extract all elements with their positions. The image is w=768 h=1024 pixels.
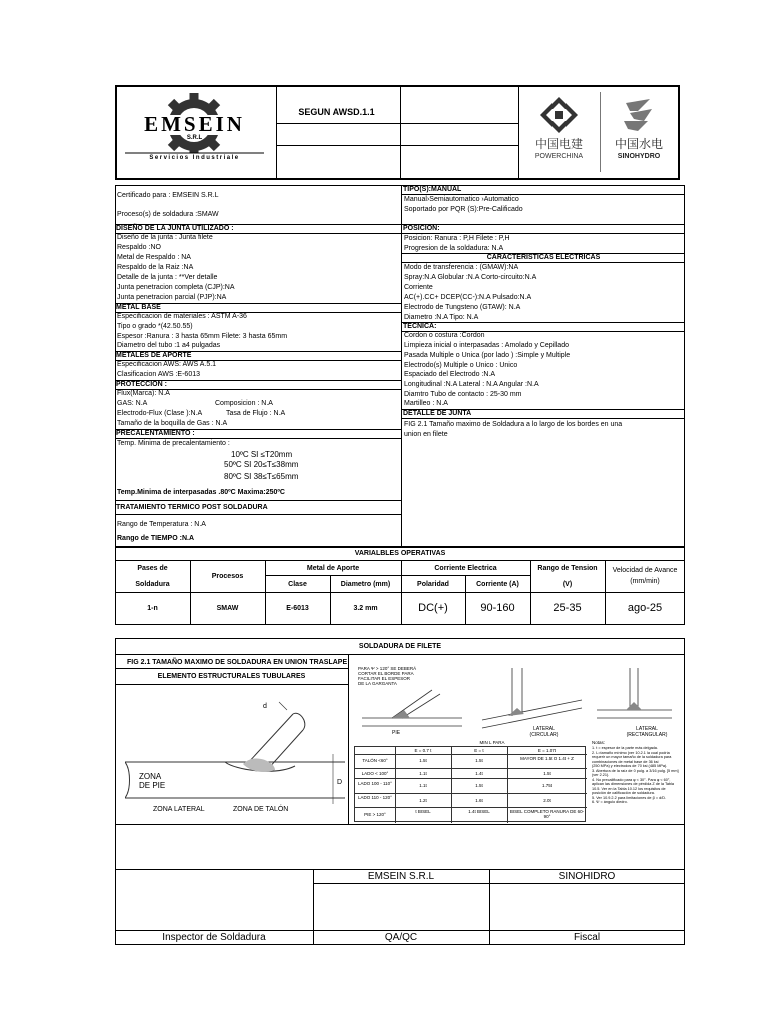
h-velocidad-u: (mm/min) <box>630 578 660 585</box>
tbl-cell: 1.1t <box>419 771 427 776</box>
diseno-line: Metal de Respaldo : NA <box>117 254 191 261</box>
tbl-cell: PIE > 120° <box>364 812 386 817</box>
tbl-hdr: E = 1.07t <box>537 748 557 753</box>
tecnica-title: TECNICA: <box>402 322 684 332</box>
emsein-logo <box>122 89 267 171</box>
precal-line: 50ºC SI 20≤T≤38mm <box>224 460 299 469</box>
tbl-cell: 2.0t <box>543 798 551 803</box>
metal-base-line: Tipo o grado *(42.50.55) <box>117 323 193 330</box>
elec-line: Electrodo de Tungsteno (GTAW): N.A <box>404 304 521 311</box>
h-clase: Clase <box>288 581 307 588</box>
lbl-pie: PIE <box>392 730 401 736</box>
tbl-cell: 1.5t <box>475 783 483 788</box>
tbl-cell: LADO 110 - 120° <box>358 795 392 800</box>
sub-title: ELEMENTO ESTRUCTURALES TUBULARES <box>157 673 306 680</box>
tecnica-line: Limpieza inicial o interpasadas : Amolado y Cepillado <box>404 342 569 349</box>
sinohydro-en: SINOHYDRO <box>617 153 661 160</box>
elec-line: AC(+).CC+ DCEP(CC-):N.A Pulsado:N.A <box>404 294 532 301</box>
elec-line: Corriente <box>404 284 433 291</box>
gas: GAS: N.A <box>117 400 148 407</box>
tbl-cell: 1.4t <box>475 771 483 776</box>
tbl-cell: BISEL COMPLETO RANURA DE 60-90° <box>509 809 585 819</box>
row-proceso: SMAW <box>216 605 239 612</box>
tbl-cell: 1.4t BISEL <box>468 809 490 814</box>
tecnica-line: Espaciado del Electrodo :N.A <box>404 371 496 378</box>
sinohydro-logo <box>604 95 674 167</box>
sig-role-qaqc: QA/QC <box>384 932 418 943</box>
tecnica-line: Longitudinal :N.A Lateral : N.A Angular :N.A <box>404 381 539 388</box>
h-metal: Metal de Aporte <box>306 565 360 572</box>
aporte-title: METALES DE APORTE <box>115 351 401 361</box>
diseno-line: Respaldo de la Raiz :NA <box>117 264 194 271</box>
tbl-cell: t BISEL <box>415 809 431 814</box>
lbl-lateral-circular: LATERAL (CIRCULAR) <box>529 726 559 738</box>
tbl-cell: 1.5t <box>475 758 483 763</box>
logo-srl: S.R.L <box>186 135 203 141</box>
tbl-cell: 1.6t <box>475 798 483 803</box>
tbl-cell: 1.2t <box>419 798 427 803</box>
tbl-hdr: E = t <box>474 748 484 753</box>
sig-org2: SINOHIDRO <box>558 871 616 882</box>
diseno-line: Junta penetracion completa (CJP):NA <box>117 284 235 291</box>
filete-title: SOLDADURA DE FILETE <box>358 643 442 650</box>
posicion-line: Posicion: Ranura : P,H Filete : P,H <box>404 235 510 242</box>
notes-title: Notas: <box>592 740 606 745</box>
proceso-soldadura: Proceso(s) de soldadura :SMAW <box>117 211 219 218</box>
interpasadas: Temp.Minima de interpasadas .80ºC Maxima:250ºC <box>117 489 285 496</box>
joint-detail-figure <box>352 660 682 824</box>
standard-title: SEGUN AWSD.1.1 <box>298 107 375 117</box>
tipo-line: Soportado por PQR (S):Pre-Calificado <box>404 206 523 213</box>
precal-line: 80ºC SI 38≤T≤65mm <box>224 472 299 481</box>
lbl-d: d <box>263 703 267 710</box>
tbl-cell: 1.5t <box>543 771 551 776</box>
diseno-title: DISEÑO DE LA JUNTA UTILIZADO : <box>115 224 401 234</box>
metal-base-line: Especificacion de materiales : ASTM A-36 <box>117 313 247 320</box>
sig-org1: EMSEIN S.R.L <box>367 871 435 882</box>
rango-tiempo: Rango de TIEMPO :N.A <box>117 535 194 542</box>
tbl-cell: 1.75t <box>541 783 552 788</box>
electrodo-flux: Electrodo-Flux (Clase ):N.A <box>117 410 203 417</box>
logo-tagline: Servicios Industriale <box>149 155 240 161</box>
aporte-line: Especificacion AWS: AWS A.5.1 <box>117 361 217 368</box>
h-soldadura: Soldadura <box>135 581 170 588</box>
powerchina-logo <box>524 95 594 167</box>
lbl-lateral-rectangular: LATERAL (RECTANGULAR) <box>626 726 668 738</box>
row-diametro: 3.2 mm <box>353 605 378 612</box>
tasa-flujo: Tasa de Flujo : N.A <box>226 410 286 417</box>
row-clase: E-6013 <box>286 605 309 612</box>
powerchina-en: POWERCHINA <box>534 153 584 160</box>
tecnica-line: Diamtro Tubo de contacto : 25-30 mm <box>404 391 522 398</box>
notes-text: 1. t = espesor de la parte más delgada. 2. L=tamaño mínimo (ver 10.2.1 la cual podría requerir un mayor tamaño de la soldadura para combinaciones de metal base de 36 ksi (250 MPa) y electrodos de 70 ksi (485 MPa). 3. Abertura de la raíz de 0 pulg. a 3/16 pulg. [5 mm] (ver 2.21). 4. No precalificado para φ < 30°. Para φ < 60°, aplican las dimensiones de pérdida Z de la Tabla 10.5. Ver en la Tabla 10.12 los requisitos de posición de calificación de soldadura. 5. Ver 10.9.2.2 para limitaciones de β = d/D. 6. Ψ = ángulo diedro. <box>592 746 679 804</box>
tipo-line: Manual›Semiautomatico ›Automatico <box>404 196 519 203</box>
precal-title: PRECALENTAMIENTO : <box>115 429 401 439</box>
fig-title: FIG 2.1 TAMAÑO MAXIMO DE SOLDADURA EN UNION TRASLAPE <box>127 659 348 666</box>
row-tension: 25-35 <box>553 602 582 614</box>
lbl-zona-pie: ZONA DE PIE <box>139 772 166 790</box>
diseno-line: Junta penetracion parcial (PJP):NA <box>117 294 227 301</box>
detalle-line: union en filete <box>404 431 448 438</box>
lbl-D: D <box>337 779 343 786</box>
posicion-line: Progresion de la soldadura: N.A <box>404 245 504 252</box>
min-l: MIN L PARA <box>479 740 505 745</box>
posicion-title: POSICION: <box>402 224 684 234</box>
sinohydro-cn: 中国水电 <box>614 137 663 151</box>
rango-temperatura: Rango de Temperatura : N.A <box>117 521 206 528</box>
logo-name: EMSEIN <box>144 112 245 136</box>
detalle-line: FIG 2.1 Tamaño maximo de Soldadura a lo largo de los bordes en una <box>404 421 623 428</box>
row-velocidad: ago-25 <box>627 602 663 614</box>
tubular-drawing <box>125 692 345 820</box>
lbl-zona-talon: ZONA DE TALÓN <box>233 806 289 813</box>
metal-base-line: Diametro del tubo :1 a4 pulgadas <box>117 342 221 349</box>
h-polaridad: Polaridad <box>417 581 449 588</box>
h-tension-v: (V) <box>562 581 573 588</box>
tratamiento-title: TRATAMIENTO TERMICO POST SOLDADURA <box>115 500 401 515</box>
detalle-title: DETALLE DE JUNTA <box>402 409 684 419</box>
row-pases: 1-n <box>147 605 158 612</box>
h-procesos: Procesos <box>211 573 244 580</box>
certificado: Certificado para : EMSEIN S.R.L <box>117 192 219 199</box>
metal-base-title: METAL BASE <box>115 303 401 313</box>
tecnica-line: Electrodo(s) Multiple o Unico : Unico <box>404 362 518 369</box>
tbl-cell: MAYOR DE 1.5t O 1.4t + Z <box>520 756 574 761</box>
diseno-line: Detalle de la junta : **Ver detalle <box>117 274 218 281</box>
precal-label: Temp. Minima de precalentamiento : <box>117 440 230 447</box>
tbl-hdr: E = 0.7 t <box>414 748 432 753</box>
sig-role-inspector: Inspector de Soldadura <box>162 932 266 943</box>
tbl-cell: TALÓN <60° <box>362 758 388 763</box>
aporte-line: Clasificacion AWS :E-6013 <box>117 371 200 378</box>
sig-role-fiscal: Fiscal <box>573 932 601 943</box>
h-diametro: Diametro (mm) <box>340 581 391 588</box>
elec-line: Spray:N.A Globular :N.A Corto-circuito:N.A <box>404 274 537 281</box>
metal-base-line: Espesor :Ranura : 3 hasta 65mm Filete: 3 hasta 65mm <box>117 333 288 340</box>
elec-line: Modo de transferencia : (GMAW):NA <box>404 264 519 271</box>
tecnica-line: Pasada Multiple o Unica (por lado ) :Simple y Multiple <box>404 352 571 359</box>
row-corriente: 90-160 <box>480 602 515 614</box>
row-polaridad: DC(+) <box>418 602 448 614</box>
composicion: Composicion : N.A <box>215 400 273 407</box>
h-corriente-a: Corriente (A) <box>476 581 519 588</box>
h-tension: Rango de Tension <box>537 565 598 572</box>
variables-title: VARIALBLES OPERATIVAS <box>354 550 446 557</box>
h-pases: Pases de <box>137 565 168 572</box>
elec-line: Diametro :N.A Tipo: N.A <box>404 314 479 321</box>
elec-title: CARACTERISTICAS ELECTRICAS <box>402 253 684 263</box>
tbl-cell: 1.5t <box>419 758 427 763</box>
h-velocidad: Velocidad de Avance <box>612 567 678 574</box>
precal-line: 10ºC SI ≤T20mm <box>231 450 293 459</box>
boquilla: Tamaño de la boquilla de Gas : N.A <box>117 420 228 427</box>
note-top: PARA Ψ > 120° SE DEBERÁ CORTAR EL BORDE PARA FACILITAR EL ESPESOR DE LA GARGANTA <box>358 666 417 686</box>
tecnica-line: Martilleo : N.A <box>404 400 448 407</box>
diseno-line: Respaldo :NO <box>117 244 161 251</box>
tbl-cell: LADO < 100° <box>361 771 389 776</box>
proteccion-title: PROTECCION : <box>115 380 401 390</box>
tipo-title: TIPO(S):MANUAL <box>402 186 684 195</box>
tbl-cell: LADO 100 - 110° <box>358 781 392 786</box>
flux: Flux(Marca): N.A <box>117 390 170 397</box>
tbl-cell: 1.1t <box>419 783 427 788</box>
tecnica-line: Cordon o costura :Cordon <box>404 332 485 339</box>
powerchina-cn: 中国电建 <box>534 137 583 151</box>
diseno-line: Diseño de la junta : Junta filete <box>117 234 213 241</box>
h-corriente: Corriente Electrica <box>434 565 497 572</box>
min-l-table <box>354 746 586 822</box>
lbl-zona-lateral: ZONA LATERAL <box>153 806 205 813</box>
